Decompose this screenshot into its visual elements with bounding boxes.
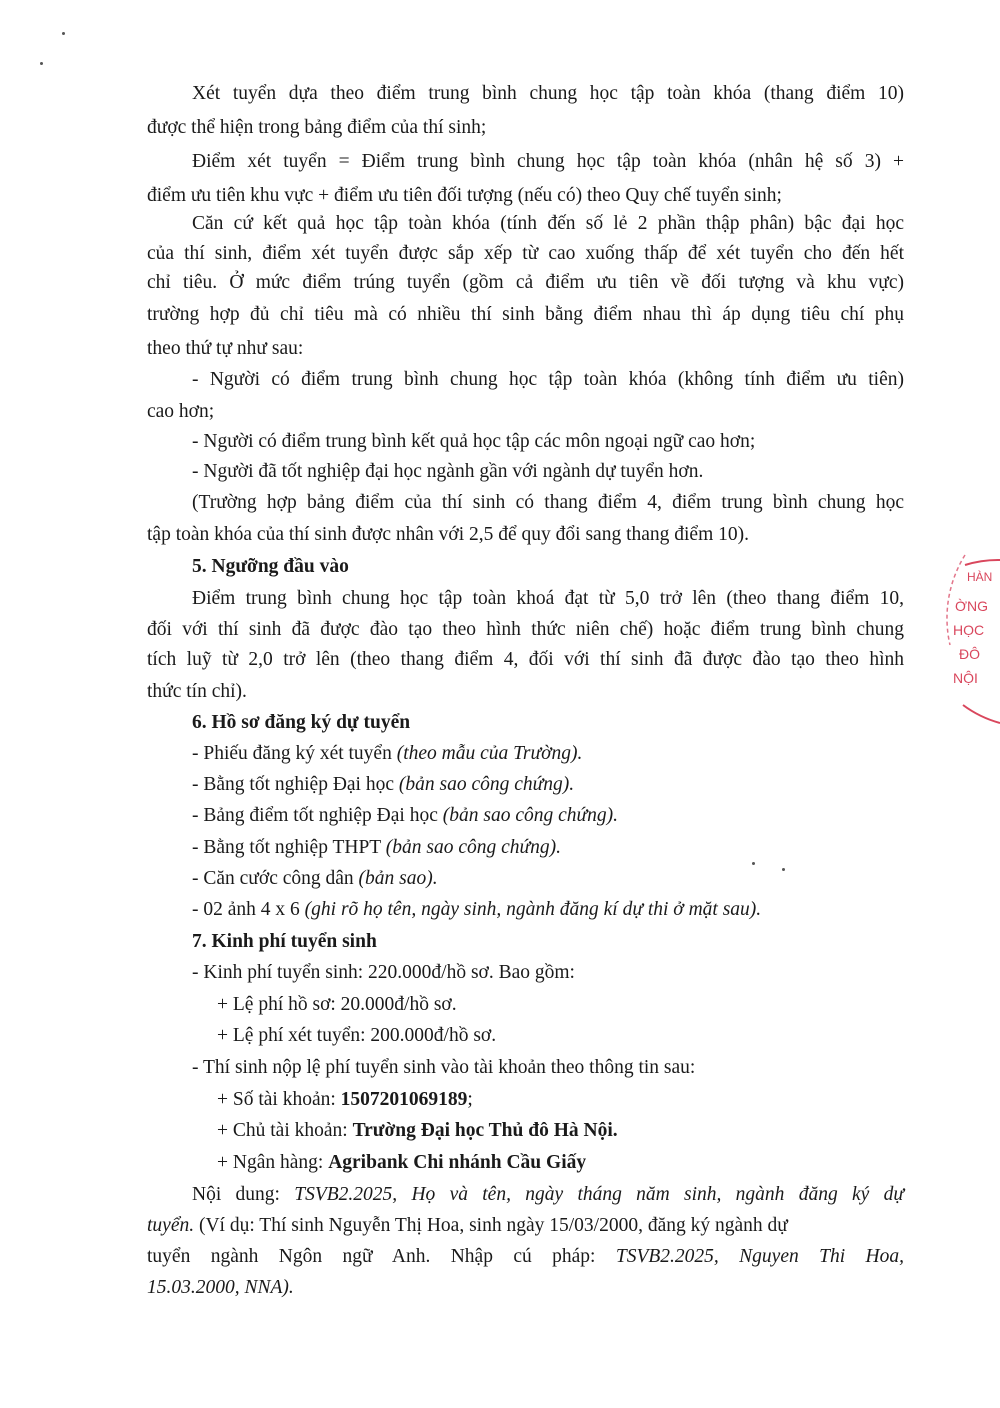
scan-speck bbox=[62, 32, 65, 35]
doc-item-id-card bbox=[192, 867, 438, 891]
doc-item-registration-form bbox=[192, 742, 582, 766]
para1-line1: Xét tuyển dựa theo điểm trung bình chung học tập toàn khóa (thang điểm 10) bbox=[192, 83, 904, 104]
scan-speck bbox=[40, 62, 43, 65]
doc-item-text: - 02 ảnh 4 x 6 bbox=[192, 899, 305, 920]
para2-line2: điểm ưu tiên khu vực + điểm ưu tiên đối tượng (nếu có) theo Quy chế tuyển sinh; bbox=[147, 185, 782, 206]
stamp-text-line3: HỌC bbox=[953, 622, 985, 638]
stamp-text-line1: HÀN bbox=[967, 570, 993, 584]
doc-item-note: (bản sao công chứng). bbox=[385, 837, 562, 858]
scale-note-line2: tập toàn khóa của thí sinh được nhân với 2,5 để quy đổi sang thang điểm 10). bbox=[147, 524, 749, 545]
para1-line2: được thể hiện trong bảng điểm của thí sinh; bbox=[147, 117, 487, 138]
bank-label: + Ngân hàng: bbox=[217, 1152, 329, 1173]
criteria1-line2: cao hơn; bbox=[147, 401, 215, 422]
content-line3 bbox=[147, 1245, 904, 1269]
doc-item-note: (ghi rõ họ tên, ngày sinh, ngành đăng kí dự thi ở mặt sau). bbox=[304, 899, 762, 920]
doc-item-note: (bản sao công chứng). bbox=[398, 774, 575, 795]
bank-name: Agribank Chi nhánh Cầu Giấy bbox=[328, 1152, 587, 1173]
account-number: 1507201069189 bbox=[340, 1089, 468, 1110]
scan-speck bbox=[752, 862, 755, 865]
bank-line bbox=[217, 1151, 586, 1175]
fee-file: + Lệ phí hồ sơ: 20.000đ/hồ sơ. bbox=[217, 994, 457, 1015]
para3-line3: chỉ tiêu. Ở mức điểm trúng tuyển (gồm cả điểm ưu tiên về đối tượng và khu vực) bbox=[147, 272, 904, 293]
doc-item-text: - Bảng điểm tốt nghiệp Đại học bbox=[192, 805, 443, 826]
content-example-syntax: TSVB2.2025, Nguyen Thi Hoa, bbox=[615, 1246, 904, 1267]
doc-item-text: - Căn cước công dân bbox=[192, 868, 359, 889]
scale-note-line1: (Trường hợp bảng điểm của thí sinh có thang điểm 4, điểm trung bình chung học bbox=[192, 492, 904, 513]
section5-line2: đối với thí sinh đã được đào tạo theo hình thức niên chế) hoặc điểm trung bình chung bbox=[147, 619, 904, 640]
content-syntax-end: tuyển. bbox=[147, 1215, 195, 1236]
doc-item-text: - Bằng tốt nghiệp Đại học bbox=[192, 774, 399, 795]
scan-speck bbox=[782, 868, 785, 871]
criteria2: - Người có điểm trung bình kết quả học tập các môn ngoại ngữ cao hơn; bbox=[192, 431, 756, 452]
criteria3: - Người đã tốt nghiệp đại học ngành gần với ngành dự tuyển hơn. bbox=[192, 461, 704, 482]
para3-line1: Căn cứ kết quả học tập toàn khóa (tính đến số lẻ 2 phần thập phân) bậc đại học bbox=[192, 213, 904, 234]
fee-review: + Lệ phí xét tuyển: 200.000đ/hồ sơ. bbox=[217, 1025, 497, 1046]
doc-item-note: (bản sao). bbox=[358, 868, 438, 889]
fee-total: - Kinh phí tuyển sinh: 220.000đ/hồ sơ. Bao gồm: bbox=[192, 962, 575, 983]
para3-line5: theo thứ tự như sau: bbox=[147, 338, 304, 359]
doc-item-note: (theo mẫu của Trường). bbox=[396, 743, 583, 764]
section7-heading: 7. Kinh phí tuyển sinh bbox=[192, 931, 377, 952]
section5-heading: 5. Ngưỡng đầu vào bbox=[192, 556, 349, 577]
doc-item-photos bbox=[192, 898, 761, 922]
doc-item-diploma bbox=[192, 773, 574, 797]
criteria1-line1: - Người có điểm trung bình chung học tập toàn khóa (không tính điểm ưu tiên) bbox=[192, 369, 904, 390]
doc-item-text: - Phiếu đăng ký xét tuyển bbox=[192, 743, 397, 764]
doc-item-text: - Bằng tốt nghiệp THPT bbox=[192, 837, 386, 858]
section5-line3: tích luỹ từ 2,0 trở lên (theo thang điểm 4, đối với thí sinh đã được đào tạo theo hình bbox=[147, 649, 904, 670]
content-line2 bbox=[147, 1214, 788, 1238]
stamp-text-line4: ĐÔ bbox=[959, 646, 980, 662]
content-line4: 15.03.2000, NNA). bbox=[147, 1277, 294, 1298]
section5-line4: thức tín chỉ). bbox=[147, 681, 247, 702]
stamp-text-line5: NỘI bbox=[953, 670, 978, 686]
holder-label: + Chủ tài khoản: bbox=[217, 1120, 353, 1141]
doc-item-transcript bbox=[192, 804, 618, 828]
section5-line1: Điểm trung bình chung học tập toàn khoá đạt từ 5,0 trở lên (theo thang điểm 10, bbox=[192, 588, 904, 609]
para3-line4: trường hợp đủ chỉ tiêu mà có nhiều thí sinh bằng điểm nhau thì áp dụng tiêu chí phụ bbox=[147, 304, 904, 325]
content-example-start: (Ví dụ: Thí sinh Nguyễn Thị Hoa, sinh ngày 15/03/2000, đăng ký ngành dự bbox=[194, 1215, 788, 1236]
account-number-line bbox=[217, 1088, 473, 1112]
doc-item-highschool-diploma bbox=[192, 836, 561, 860]
stamp-text-line2: ỜNG bbox=[955, 598, 989, 614]
content-label: Nội dung: bbox=[192, 1184, 295, 1205]
content-line1 bbox=[192, 1183, 904, 1207]
account-label: + Số tài khoản: bbox=[217, 1089, 341, 1110]
stamp-ring-icon bbox=[945, 545, 1000, 745]
account-holder-line bbox=[217, 1119, 618, 1143]
content-syntax: TSVB2.2025, Họ và tên, ngày tháng năm sinh, ngành đăng ký dự bbox=[294, 1184, 904, 1205]
official-stamp bbox=[945, 545, 1000, 745]
para3-line2: của thí sinh, điểm xét tuyển được sắp xếp từ cao xuống thấp để xét tuyển cho đến hết bbox=[147, 243, 904, 264]
content-example-middle: tuyển ngành Ngôn ngữ Anh. Nhập cú pháp: bbox=[147, 1246, 616, 1267]
payment-intro: - Thí sinh nộp lệ phí tuyển sinh vào tài khoản theo thông tin sau: bbox=[192, 1057, 696, 1078]
section6-heading: 6. Hồ sơ đăng ký dự tuyển bbox=[192, 712, 411, 733]
account-suffix: ; bbox=[467, 1089, 473, 1110]
holder-name: Trường Đại học Thủ đô Hà Nội. bbox=[352, 1120, 618, 1141]
doc-item-note: (bản sao công chứng). bbox=[442, 805, 619, 826]
para2-line1: Điểm xét tuyển = Điểm trung bình chung học tập toàn khóa (nhân hệ số 3) + bbox=[192, 151, 904, 172]
